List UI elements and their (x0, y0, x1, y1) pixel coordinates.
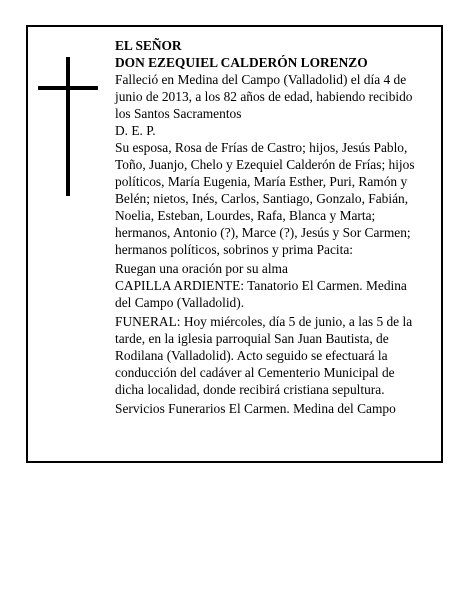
funeral-services: Servicios Funerarios El Carmen. Medina del Campo (115, 401, 396, 416)
deceased-name: DON EZEQUIEL CALDERÓN LORENZO (115, 55, 368, 70)
rip-line: D. E. P. (115, 123, 156, 138)
prayer-request: Ruegan una oración por su alma (115, 261, 288, 276)
family-list: Su esposa, Rosa de Frías de Castro; hijos, Jesús Pablo, Toño, Juanjo, Chelo y Ezequiel Calderón de Frías; hijos políticos, María Eugenia, María Esther, Puri, Ramón y Belén; nietos, Inés, Carlos, Santiago, Gonzalo, Fabián, Noelia, Esteban, Lourdes, Rafa, Blanca y Marta; hermanos, Antonio (?), Marce (?), Jesús y Sor Carmen; hermanos políticos, sobrinos y prima Pacita: (115, 140, 415, 257)
funeral-info: FUNERAL: Hoy miércoles, día 5 de junio, a las 5 de la tarde, en la iglesia parroquial San Juan Bautista, de Rodilana (Valladolid). Acto seguido se efectuará la conducción del cadáver al Cementerio Municipal de dicha localidad, donde recibirá cristiana sepultura. (115, 314, 413, 397)
cross-icon-horizontal-bar (38, 86, 98, 90)
obituary-title: EL SEÑOR (115, 38, 182, 53)
death-statement: Falleció en Medina del Campo (Valladolid) el día 4 de junio de 2013, a los 82 años de edad, habiendo recibido los Santos Sacramentos (115, 72, 413, 121)
obituary-text (115, 37, 421, 417)
chapel-info: CAPILLA ARDIENTE: Tanatorio El Carmen. Medina del Campo (Valladolid). (115, 278, 407, 310)
cross-icon-vertical-bar (66, 57, 70, 196)
